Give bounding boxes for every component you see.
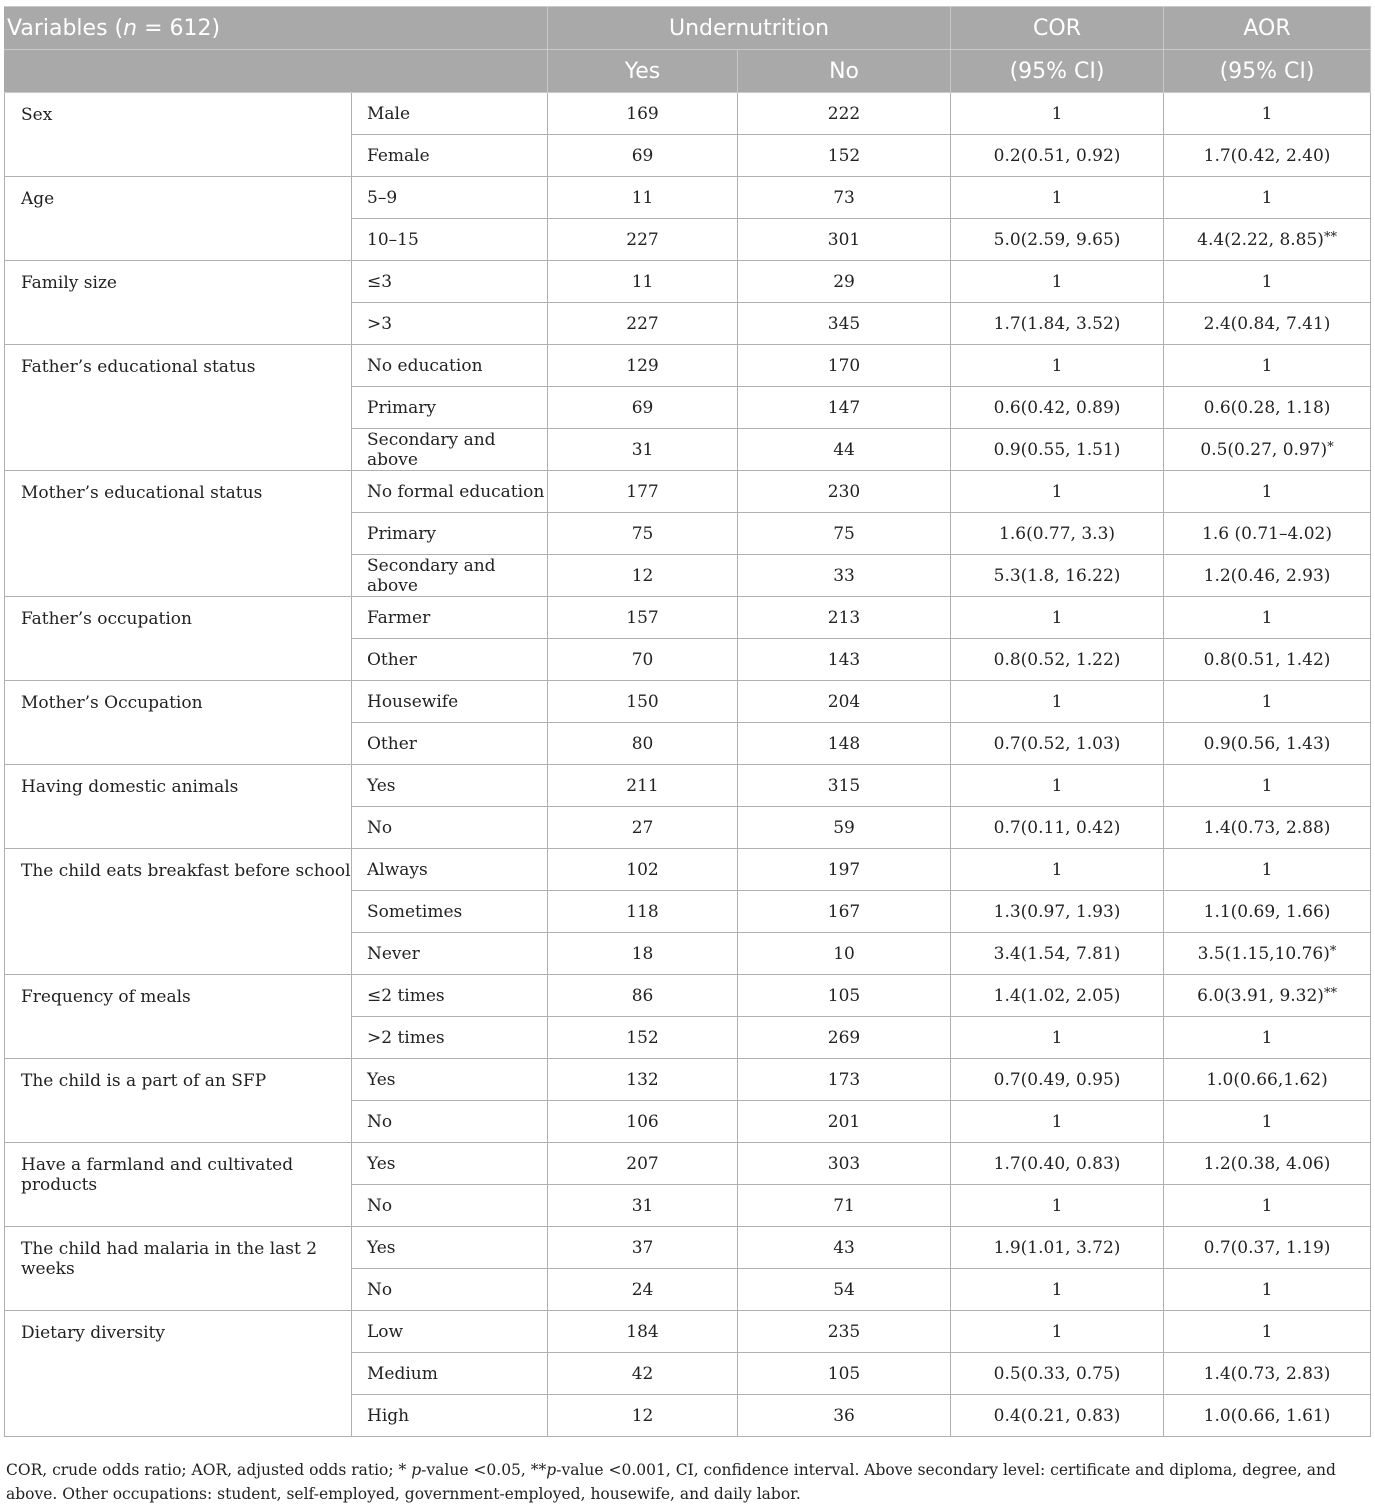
cor-cell: 0.4(0.21, 0.83) (951, 1395, 1164, 1437)
undernutrition-yes-cell: 31 (548, 429, 738, 471)
table-row (5, 849, 1371, 891)
aor-cell (1164, 177, 1371, 219)
aor-value: 1.7(0.42, 2.40) (1203, 145, 1331, 166)
undernutrition-yes-cell: 80 (548, 723, 738, 765)
variable-name: The child eats breakfast before school (5, 849, 352, 975)
cor-cell: 5.3(1.8, 16.22) (951, 555, 1164, 597)
cor-cell: 0.8(0.52, 1.22) (951, 639, 1164, 681)
variable-name: Having domestic animals (5, 765, 352, 849)
cor-cell: 0.6(0.42, 0.89) (951, 387, 1164, 429)
undernutrition-no-cell: 143 (738, 639, 951, 681)
undernutrition-yes-cell: 75 (548, 513, 738, 555)
aor-value: 1 (1261, 691, 1273, 712)
undernutrition-no-cell: 269 (738, 1017, 951, 1059)
aor-value: 1.2(0.38, 4.06) (1203, 1153, 1331, 1174)
table-body (5, 93, 1371, 1437)
undernutrition-no-cell: 71 (738, 1185, 951, 1227)
aor-cell (1164, 555, 1371, 597)
aor-value: 0.9(0.56, 1.43) (1203, 733, 1331, 754)
undernutrition-yes-cell: 150 (548, 681, 738, 723)
cor-cell: 1 (951, 597, 1164, 639)
variable-name: Sex (5, 93, 352, 177)
undernutrition-yes-cell: 177 (548, 471, 738, 513)
undernutrition-no-cell: 204 (738, 681, 951, 723)
aor-value: 6.0(3.91, 9.32) (1197, 985, 1324, 1006)
category-cell: Male (352, 93, 548, 135)
undernutrition-no-cell: 33 (738, 555, 951, 597)
table-row (5, 681, 1371, 723)
aor-value: 1 (1261, 775, 1273, 796)
undernutrition-no-cell: 54 (738, 1269, 951, 1311)
undernutrition-no-cell: 170 (738, 345, 951, 387)
category-cell: Female (352, 135, 548, 177)
undernutrition-yes-cell: 12 (548, 555, 738, 597)
undernutrition-no-cell: 315 (738, 765, 951, 807)
significance-mark: ** (1323, 985, 1337, 1001)
aor-cell (1164, 933, 1371, 975)
aor-value: 2.4(0.84, 7.41) (1203, 313, 1331, 334)
aor-value: 1 (1261, 1111, 1273, 1132)
undernutrition-no-cell: 167 (738, 891, 951, 933)
category-cell: Never (352, 933, 548, 975)
aor-value: 1 (1261, 271, 1273, 292)
cor-cell: 1 (951, 849, 1164, 891)
table-row (5, 177, 1371, 219)
aor-value: 3.5(1.15,10.76) (1197, 943, 1330, 964)
undernutrition-no-cell: 59 (738, 807, 951, 849)
undernutrition-yes-cell: 132 (548, 1059, 738, 1101)
table-footnote: COR, crude odds ratio; AOR, adjusted odds ratio; * p-value <0.05, **p-value <0.001, CI, confidence interval. Above secondary level: certificate and diploma, degree, and above. Other occupations: student, self-employed, government-employed, housewife, and daily labor. (6, 1461, 1336, 1503)
undernutrition-yes-cell: 102 (548, 849, 738, 891)
category-cell: Yes (352, 765, 548, 807)
table-row (5, 93, 1371, 135)
aor-cell (1164, 471, 1371, 513)
aor-cell (1164, 1143, 1371, 1185)
undernutrition-yes-cell: 11 (548, 177, 738, 219)
cor-cell: 0.7(0.49, 0.95) (951, 1059, 1164, 1101)
undernutrition-yes-cell: 27 (548, 807, 738, 849)
aor-value: 1.0(0.66,1.62) (1206, 1069, 1328, 1090)
aor-value: 1 (1261, 1321, 1273, 1342)
cor-cell: 0.5(0.33, 0.75) (951, 1353, 1164, 1395)
category-cell: 5–9 (352, 177, 548, 219)
cor-cell: 1 (951, 1311, 1164, 1353)
cor-cell: 1 (951, 1017, 1164, 1059)
aor-value: 0.8(0.51, 1.42) (1203, 649, 1331, 670)
cor-cell: 1.7(1.84, 3.52) (951, 303, 1164, 345)
variable-name: Age (5, 177, 352, 261)
category-cell: High (352, 1395, 548, 1437)
variable-name: Have a farmland and cultivated products (5, 1143, 352, 1227)
aor-cell (1164, 597, 1371, 639)
variable-name: Family size (5, 261, 352, 345)
table-row (5, 597, 1371, 639)
undernutrition-yes-cell: 11 (548, 261, 738, 303)
variable-name: The child had malaria in the last 2 weeks (5, 1227, 352, 1311)
aor-cell (1164, 975, 1371, 1017)
aor-value: 1.6 (0.71–4.02) (1202, 523, 1332, 544)
undernutrition-no-cell: 345 (738, 303, 951, 345)
cor-cell: 1.6(0.77, 3.3) (951, 513, 1164, 555)
cor-cell: 1 (951, 681, 1164, 723)
undernutrition-yes-cell: 18 (548, 933, 738, 975)
aor-value: 1.0(0.66, 1.61) (1203, 1405, 1331, 1426)
aor-cell (1164, 1101, 1371, 1143)
aor-value: 1 (1261, 103, 1273, 124)
undernutrition-no-cell: 230 (738, 471, 951, 513)
cor-cell: 0.2(0.51, 0.92) (951, 135, 1164, 177)
aor-cell (1164, 1353, 1371, 1395)
undernutrition-yes-cell: 24 (548, 1269, 738, 1311)
category-cell: 10–15 (352, 219, 548, 261)
aor-cell (1164, 723, 1371, 765)
aor-cell (1164, 891, 1371, 933)
category-cell: ≤3 (352, 261, 548, 303)
aor-cell (1164, 1017, 1371, 1059)
table-header (5, 7, 1371, 93)
aor-cell (1164, 345, 1371, 387)
table-row (5, 1227, 1371, 1269)
category-cell: Housewife (352, 681, 548, 723)
undernutrition-no-cell: 44 (738, 429, 951, 471)
cor-cell: 1 (951, 345, 1164, 387)
category-cell: No (352, 1185, 548, 1227)
category-cell: No (352, 1101, 548, 1143)
undernutrition-yes-cell: 42 (548, 1353, 738, 1395)
results-table (4, 6, 1371, 1437)
variable-name: Mother’s educational status (5, 471, 352, 597)
cor-cell: 1 (951, 765, 1164, 807)
undernutrition-no-cell: 173 (738, 1059, 951, 1101)
cor-cell: 1.7(0.40, 0.83) (951, 1143, 1164, 1185)
category-cell: >3 (352, 303, 548, 345)
aor-cell (1164, 1311, 1371, 1353)
cor-cell: 3.4(1.54, 7.81) (951, 933, 1164, 975)
undernutrition-yes-cell: 169 (548, 93, 738, 135)
undernutrition-yes-cell: 207 (548, 1143, 738, 1185)
aor-value: 1 (1261, 481, 1273, 502)
category-cell: >2 times (352, 1017, 548, 1059)
undernutrition-no-cell: 152 (738, 135, 951, 177)
undernutrition-no-cell: 75 (738, 513, 951, 555)
undernutrition-no-cell: 148 (738, 723, 951, 765)
undernutrition-no-cell: 29 (738, 261, 951, 303)
aor-value: 1.1(0.69, 1.66) (1203, 901, 1331, 922)
undernutrition-yes-cell: 86 (548, 975, 738, 1017)
undernutrition-yes-cell: 118 (548, 891, 738, 933)
cor-cell: 1 (951, 93, 1164, 135)
undernutrition-no-cell: 301 (738, 219, 951, 261)
aor-cell (1164, 387, 1371, 429)
undernutrition-yes-cell: 12 (548, 1395, 738, 1437)
undernutrition-yes-cell: 37 (548, 1227, 738, 1269)
undernutrition-yes-cell: 157 (548, 597, 738, 639)
aor-cell (1164, 807, 1371, 849)
cor-cell: 0.7(0.52, 1.03) (951, 723, 1164, 765)
variable-name: Father’s educational status (5, 345, 352, 471)
category-cell: Low (352, 1311, 548, 1353)
variable-name: Father’s occupation (5, 597, 352, 681)
aor-value: 1 (1261, 1279, 1273, 1300)
variable-name: Frequency of meals (5, 975, 352, 1059)
table-row (5, 345, 1371, 387)
aor-cell (1164, 303, 1371, 345)
aor-value: 1 (1261, 355, 1273, 376)
header-cor: COR (951, 7, 1164, 50)
aor-value: 0.5(0.27, 0.97) (1200, 439, 1328, 460)
aor-cell (1164, 849, 1371, 891)
aor-cell (1164, 93, 1371, 135)
aor-cell (1164, 513, 1371, 555)
undernutrition-no-cell: 105 (738, 1353, 951, 1395)
header-cor-ci: (95% CI) (951, 50, 1164, 93)
undernutrition-yes-cell: 227 (548, 219, 738, 261)
undernutrition-yes-cell: 106 (548, 1101, 738, 1143)
significance-mark: * (1327, 439, 1334, 455)
variable-name: Mother’s Occupation (5, 681, 352, 765)
aor-cell (1164, 261, 1371, 303)
undernutrition-yes-cell: 129 (548, 345, 738, 387)
category-cell: Farmer (352, 597, 548, 639)
cor-cell: 1.3(0.97, 1.93) (951, 891, 1164, 933)
category-cell: Yes (352, 1227, 548, 1269)
undernutrition-no-cell: 147 (738, 387, 951, 429)
cor-cell: 1 (951, 1269, 1164, 1311)
category-cell: Other (352, 723, 548, 765)
aor-value: 1 (1261, 607, 1273, 628)
aor-value: 1 (1261, 1195, 1273, 1216)
aor-value: 0.7(0.37, 1.19) (1203, 1237, 1331, 1258)
undernutrition-yes-cell: 184 (548, 1311, 738, 1353)
aor-value: 1 (1261, 1027, 1273, 1048)
aor-value: 0.6(0.28, 1.18) (1203, 397, 1331, 418)
header-undernutrition: Undernutrition (548, 7, 951, 50)
table-row (5, 975, 1371, 1017)
category-cell: Primary (352, 513, 548, 555)
header-variables-blank (5, 50, 548, 93)
undernutrition-no-cell: 43 (738, 1227, 951, 1269)
category-cell: Secondary and above (352, 429, 548, 471)
aor-cell (1164, 1185, 1371, 1227)
category-cell: Always (352, 849, 548, 891)
aor-value: 1 (1261, 187, 1273, 208)
aor-cell (1164, 765, 1371, 807)
aor-value: 1 (1261, 859, 1273, 880)
table-row (5, 1059, 1371, 1101)
table-row (5, 1311, 1371, 1353)
undernutrition-no-cell: 197 (738, 849, 951, 891)
category-cell: No formal education (352, 471, 548, 513)
aor-cell (1164, 1269, 1371, 1311)
aor-cell (1164, 1227, 1371, 1269)
aor-cell (1164, 639, 1371, 681)
variable-name: Dietary diversity (5, 1311, 352, 1437)
aor-cell (1164, 1395, 1371, 1437)
category-cell: Sometimes (352, 891, 548, 933)
category-cell: Secondary and above (352, 555, 548, 597)
header-aor-ci: (95% CI) (1164, 50, 1371, 93)
table-row (5, 1143, 1371, 1185)
aor-cell (1164, 135, 1371, 177)
category-cell: Yes (352, 1143, 548, 1185)
header-yes: Yes (548, 50, 738, 93)
category-cell: No (352, 807, 548, 849)
undernutrition-yes-cell: 31 (548, 1185, 738, 1227)
undernutrition-no-cell: 73 (738, 177, 951, 219)
aor-cell (1164, 429, 1371, 471)
category-cell: No (352, 1269, 548, 1311)
cor-cell: 1 (951, 1185, 1164, 1227)
cor-cell: 1.4(1.02, 2.05) (951, 975, 1164, 1017)
header-aor: AOR (1164, 7, 1371, 50)
cor-cell: 1.9(1.01, 3.72) (951, 1227, 1164, 1269)
cor-cell: 1 (951, 1101, 1164, 1143)
undernutrition-no-cell: 222 (738, 93, 951, 135)
cor-cell: 1 (951, 177, 1164, 219)
undernutrition-no-cell: 201 (738, 1101, 951, 1143)
table-row (5, 765, 1371, 807)
category-cell: Yes (352, 1059, 548, 1101)
undernutrition-yes-cell: 69 (548, 387, 738, 429)
undernutrition-yes-cell: 211 (548, 765, 738, 807)
undernutrition-yes-cell: 152 (548, 1017, 738, 1059)
aor-value: 4.4(2.22, 8.85) (1197, 229, 1324, 250)
significance-mark: * (1329, 943, 1337, 959)
undernutrition-no-cell: 105 (738, 975, 951, 1017)
undernutrition-no-cell: 36 (738, 1395, 951, 1437)
undernutrition-no-cell: 10 (738, 933, 951, 975)
cor-cell: 1 (951, 261, 1164, 303)
undernutrition-yes-cell: 227 (548, 303, 738, 345)
undernutrition-no-cell: 213 (738, 597, 951, 639)
significance-mark: ** (1323, 229, 1337, 245)
undernutrition-yes-cell: 69 (548, 135, 738, 177)
aor-value: 1.4(0.73, 2.83) (1203, 1363, 1331, 1384)
table-row (5, 471, 1371, 513)
cor-cell: 0.9(0.55, 1.51) (951, 429, 1164, 471)
aor-cell (1164, 681, 1371, 723)
category-cell: ≤2 times (352, 975, 548, 1017)
undernutrition-yes-cell: 70 (548, 639, 738, 681)
aor-value: 1.2(0.46, 2.93) (1203, 565, 1331, 586)
category-cell: Other (352, 639, 548, 681)
category-cell: Medium (352, 1353, 548, 1395)
cor-cell: 0.7(0.11, 0.42) (951, 807, 1164, 849)
undernutrition-no-cell: 235 (738, 1311, 951, 1353)
aor-value: 1.4(0.73, 2.88) (1203, 817, 1331, 838)
header-no: No (738, 50, 951, 93)
undernutrition-no-cell: 303 (738, 1143, 951, 1185)
aor-cell (1164, 219, 1371, 261)
category-cell: No education (352, 345, 548, 387)
category-cell: Primary (352, 387, 548, 429)
cor-cell: 5.0(2.59, 9.65) (951, 219, 1164, 261)
table-row (5, 261, 1371, 303)
cor-cell: 1 (951, 471, 1164, 513)
variable-name: The child is a part of an SFP (5, 1059, 352, 1143)
aor-cell (1164, 1059, 1371, 1101)
header-variables: Variables (n = 612) (5, 7, 548, 50)
